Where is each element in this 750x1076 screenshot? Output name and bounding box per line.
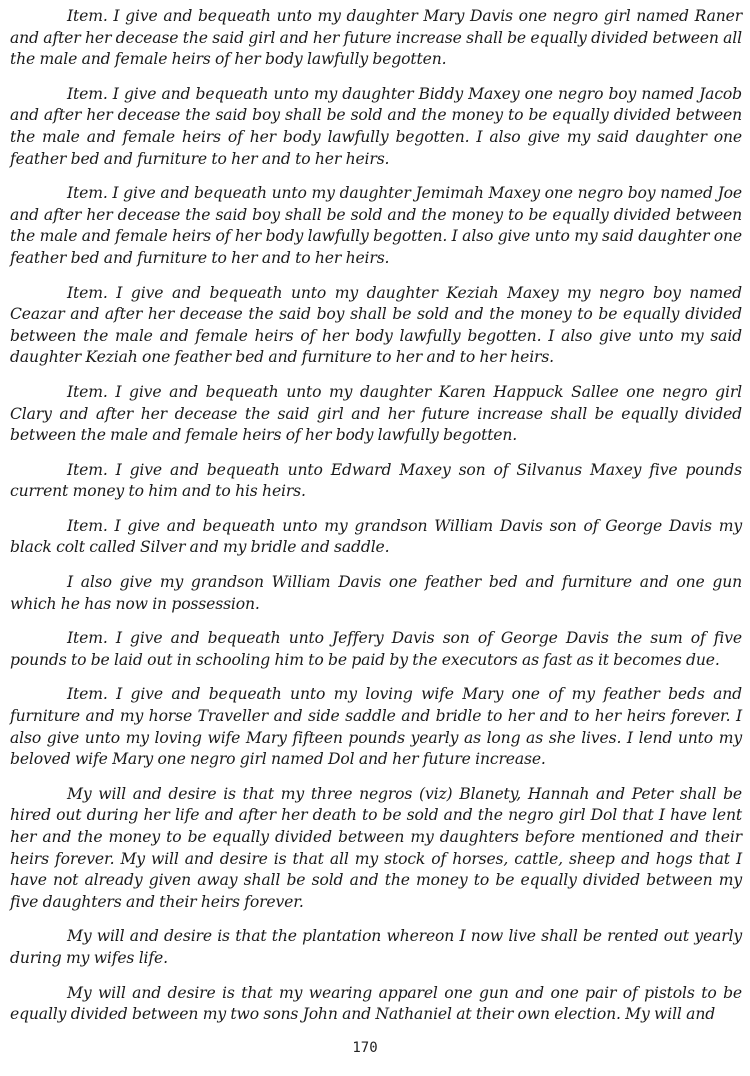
- paragraph-william-davis-colt: Item. I give and bequeath unto my grandson William Davis son of George Davis my black colt called Silver and my bridle and saddle.: [10, 516, 742, 557]
- paragraph-keziah-maxey: Item. I give and bequeath unto my daughter Keziah Maxey my negro boy named Ceazar and after her decease the said boy shall be sold and the money to be equally divided between the male and female heirs of her body lawfully begotten. I also give unto my said daughter Keziah one feather bed and furniture to her and to her heirs.: [10, 283, 742, 367]
- paragraph-jeffery-davis: Item. I give and bequeath unto Jeffery Davis son of George Davis the sum of five pounds to be laid out in schooling him to be paid by the executors as fast as it becomes due.: [10, 629, 742, 669]
- paragraph-jemimah-maxey: Item. I give and bequeath unto my daughter Jemimah Maxey one negro boy named Joe and after her decease the said boy shall be sold and the money to be equally divided between the male and female heirs of her body lawfully begotten. I also give unto my said daughter one feather bed and furniture to her and to her heirs.: [10, 184, 742, 267]
- paragraph-biddy-maxey: Item. I give and bequeath unto my daughter Biddy Maxey one negro boy named Jacob and after her decease the said boy shall be sold and the money to be equally divided between the male and female heirs of her body lawfully begotten. I also give my said daughter one feather bed and furniture to her and to her heirs.: [10, 84, 742, 168]
- paragraph-karen-sallee: Item. I give and bequeath unto my daughter Karen Happuck Sallee one negro girl Clary and after her decease the said girl and her future increase shall be equally divided between the male and female heirs of her body lawfully begotten.: [10, 382, 742, 445]
- paragraph-william-davis-bed: I also give my grandson William Davis one feather bed and furniture and one gun which he has now in possession.: [10, 573, 742, 613]
- paragraph-plantation: My will and desire is that the plantation whereon I now live shall be rented out yearly during my wifes life.: [10, 927, 742, 967]
- paragraph-mary-davis: Item. I give and bequeath unto my daughter Mary Davis one negro girl named Raner and after her decease the said girl and her future increase shall be equally divided between all the male and female heirs of her body lawfully begotten.: [10, 7, 742, 69]
- paragraph-edward-maxey: Item. I give and bequeath unto Edward Maxey son of Silvanus Maxey five pounds current money to him and to his heirs.: [10, 460, 742, 501]
- page-number: 170: [352, 1040, 378, 1056]
- document-body: [10, 6, 742, 1039]
- paragraph-wearing-apparel: My will and desire is that my wearing apparel one gun and one pair of pistols to be equally divided between my two sons John and Nathaniel at their own election. My will and: [10, 983, 742, 1024]
- document-page: [10, 0, 742, 1076]
- paragraph-negros-hired: My will and desire is that my three negros (viz) Blanety, Hannah and Peter shall be hired out during her life and after her death to be sold and the negro girl Dol that I have lent her and the money to be equally divided between my daughters before mentioned and their heirs forever. My will and desire is that all my stock of horses, cattle, sheep and hogs that I have not already given away shall be sold and the money to be equally divided between my five daughters and their heirs forever.: [10, 784, 742, 911]
- paragraph-wife-mary: Item. I give and bequeath unto my loving wife Mary one of my feather beds and furniture and my horse Traveller and side saddle and bridle to her and to her heirs forever. I also give unto my loving wife Mary fifteen pounds yearly as long as she lives. I lend unto my beloved wife Mary one negro girl named Dol and her future increase.: [10, 685, 742, 769]
